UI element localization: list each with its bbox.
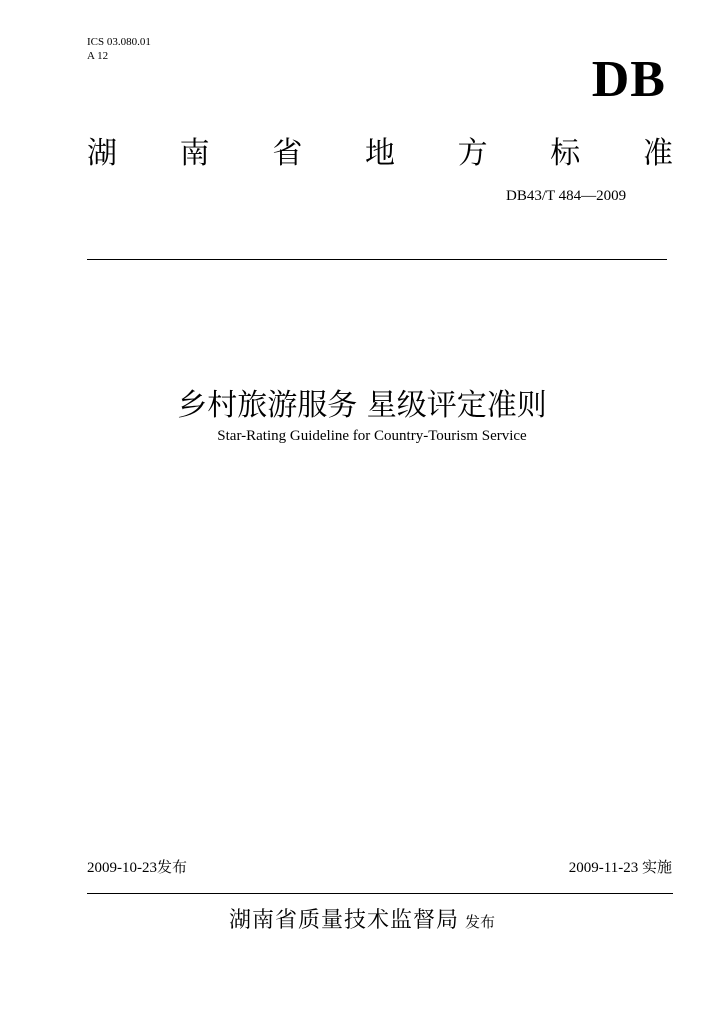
release-date: 2009-10-23 (87, 860, 157, 876)
bottom-divider (87, 893, 673, 894)
ics-code: ICS 03.080.01 (87, 36, 151, 48)
standard-category-char: 南 (179, 136, 210, 171)
standard-category-char: 省 (272, 136, 303, 171)
standard-category-char: 地 (364, 136, 395, 171)
standard-category-char: 湖 (87, 136, 117, 171)
release-date-line (87, 857, 187, 878)
document-title-zh: 乡村旅游服务 星级评定准则 (177, 388, 547, 423)
implement-date: 2009-11-23 (568, 860, 639, 876)
top-divider (87, 259, 667, 260)
release-label: 发布 (157, 858, 188, 876)
standard-category-char: 标 (550, 136, 581, 171)
issuer-line (0, 904, 724, 939)
classification-code: A 12 (87, 50, 109, 62)
implement-date-line (569, 857, 672, 878)
standard-category-char: 准 (642, 136, 673, 171)
issuer-name: 湖南省质量技术监督局 (228, 908, 459, 933)
standard-number: DB43/T 484—2009 (506, 188, 627, 204)
standard-category-title (87, 134, 673, 174)
document-title-en: Star-Rating Guideline for Country-Tourism Service (217, 428, 527, 444)
issuer-suffix: 发布 (465, 913, 496, 931)
implement-label: 实施 (641, 858, 672, 876)
standard-category-char: 方 (457, 136, 488, 171)
db-logo: DB (591, 51, 666, 108)
